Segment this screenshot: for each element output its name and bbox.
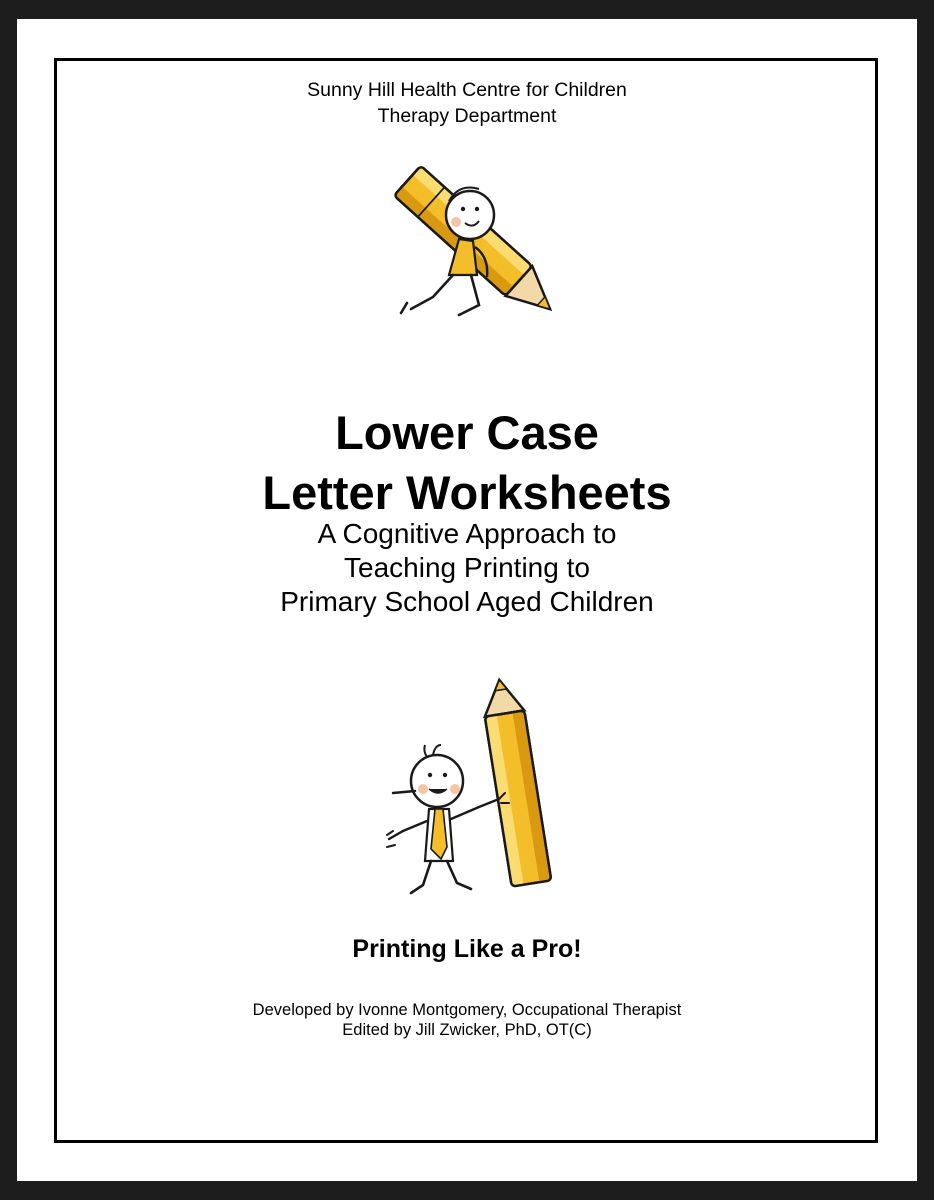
organization-name: Sunny Hill Health Centre for Children (307, 79, 627, 101)
child-carrying-pencil-icon (367, 157, 567, 319)
page-title (17, 403, 917, 523)
subtitle-line-1: A Cognitive Approach to (317, 518, 617, 549)
tagline: Printing Like a Pro! (352, 935, 582, 963)
title-line-1: Lower Case (335, 406, 599, 459)
document-page (17, 19, 917, 1181)
credits (17, 1000, 917, 1040)
child-with-pencil-icon (367, 671, 577, 896)
page-subtitle (17, 517, 917, 619)
credit-developer: Developed by Ivonne Montgomery, Occupational Therapist (252, 1001, 682, 1019)
subtitle-line-3: Primary School Aged Children (280, 586, 654, 617)
credit-editor: Edited by Jill Zwicker, PhD, OT(C) (342, 1021, 592, 1039)
organization-header (17, 77, 917, 129)
department-name: Therapy Department (377, 105, 557, 127)
subtitle-line-2: Teaching Printing to (344, 552, 590, 583)
title-line-2: Letter Worksheets (262, 466, 672, 519)
